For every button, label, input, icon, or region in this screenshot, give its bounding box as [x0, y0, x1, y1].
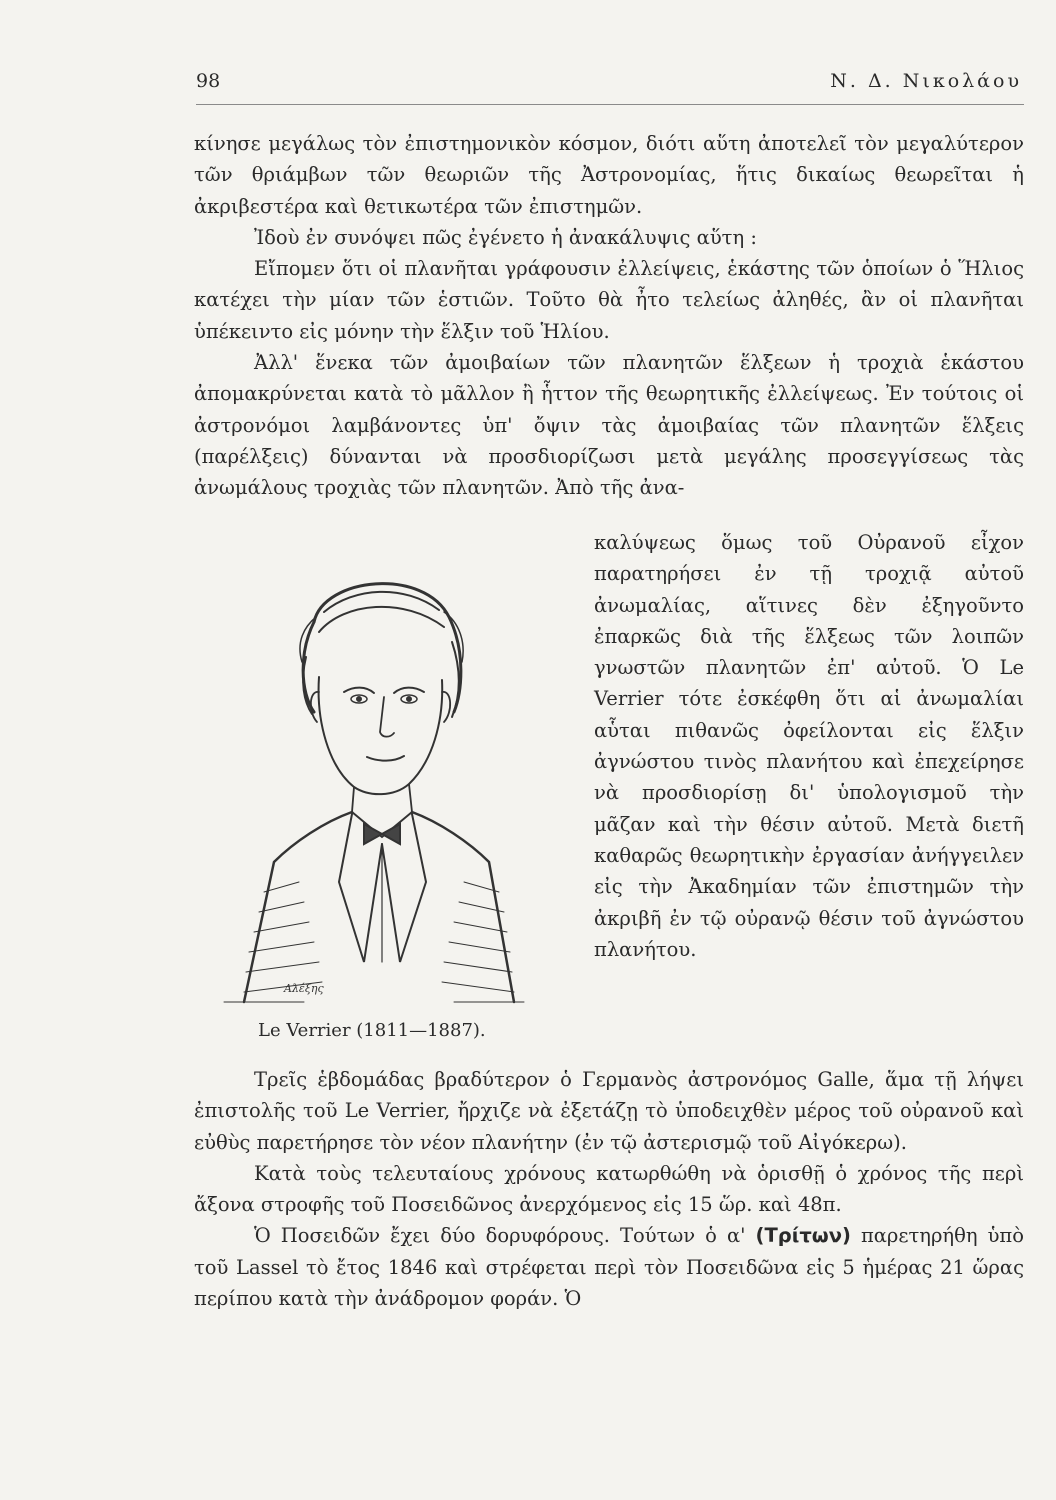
paragraph-1: κίνησε μεγάλως τὸν ἐπιστημονικὸν κόσμον, διότι αὕτη ἀποτελεῖ τὸν μεγαλύτερον τῶν θριάμβων τῶν θεωριῶν τῆς Ἀστρονομίας, ἥτις δικαίως θεωρεῖται ἡ ἀκριβεστέρα καὶ θετικωτέρα τῶν ἐπιστημῶν.	[194, 132, 1024, 218]
paragraph-7-end: παρετηρήθη ὑπὸ τοῦ Lassel τὸ ἔτος 1846 καὶ στρέφεται περὶ τὸν Ποσειδῶνα εἰς 5 ἡμέρας 21 ὥρας περίπου κατὰ τὴν ἀνάδρομον φοράν. Ὁ	[194, 1224, 1024, 1311]
paragraph-7	[194, 1220, 1024, 1314]
running-head: Ν. Δ. Νικολάου	[830, 70, 1022, 92]
triton-name: (Τρίτων)	[755, 1224, 851, 1248]
paragraph-2: Ἰδοὺ ἐν συνόψει πῶς ἐγένετο ἡ ἀνακάλυψις αὕτη :	[254, 225, 757, 249]
body-text-wrap	[594, 527, 1024, 965]
paragraph-3: Εἴπομεν ὅτι οἱ πλανῆται γράφουσιν ἐλλείψεις, ἑκάστης τῶν ὁποίων ὁ Ἥλιος κατέχει τὴν μίαν τῶν ἑστιῶν. Τοῦτο θὰ ἦτο τελείως ἀληθές, ἂν οἱ πλανῆται ὑπέκειντο εἰς μόνην τὴν ἕλξιν τοῦ Ἡλίου.	[194, 257, 1024, 343]
engraver-signature: Αλέξης	[284, 982, 324, 995]
page-number: 98	[196, 70, 221, 92]
paragraph-5: Τρεῖς ἑβδομάδας βραδύτερον ὁ Γερμανὸς ἀστρονόμος Galle, ἅμα τῇ λήψει ἐπιστολῆς τοῦ Le Verrier, ἤρχιζε νὰ ἐξετάζῃ τὸ ὑποδειχθὲν μέρος τοῦ οὐρανοῦ καὶ εὐθὺς παρετήρησε τὸν νέον πλανήτην (ἐν τῷ ἀστερισμῷ τοῦ Αἰγόκερω).	[194, 1068, 1024, 1154]
portrait-caption: Le Verrier (1811—1887).	[258, 1020, 486, 1041]
body-text-bottom	[194, 1064, 1024, 1314]
portrait-engraving	[204, 562, 530, 1020]
le-verrier-portrait	[204, 562, 530, 1020]
body-text-top	[194, 128, 1024, 504]
page-header	[196, 68, 1024, 105]
paragraph-4: Ἀλλ' ἕνεκα τῶν ἀμοιβαίων τῶν πλανητῶν ἕλξεων ἡ τροχιὰ ἑκάστου ἀπομακρύνεται κατὰ τὸ μᾶλλον ἢ ἧττον τῆς θεωρητικῆς ἐλλείψεως. Ἐν τούτοις οἱ ἀστρονόμοι λαμβάνοντες ὑπ' ὄψιν τὰς ἀμοιβαίας τῶν πλανητῶν ἕλξεις (παρέλξεις) δύνανται νὰ προσδιορίζωσι μετὰ μεγάλης προσεγγίσεως τὰς ἀνωμάλους τροχιὰς τῶν πλανητῶν. Ἀπὸ τῆς ἀνα-	[194, 351, 1024, 500]
paragraph-6: Κατὰ τοὺς τελευταίους χρόνους κατωρθώθη νὰ ὁρισθῇ ὁ χρόνος τῆς περὶ ἄξονα στροφῆς τοῦ Ποσειδῶνος ἀνερχόμενος εἰς 15 ὥρ. καὶ 48π.	[194, 1161, 1024, 1217]
paragraph-4-continued: καλύψεως ὅμως τοῦ Οὐρανοῦ εἶχον παρατηρήσει ἐν τῇ τροχιᾷ αὐτοῦ ἀνωμαλίας, αἵτινες δὲν ἐξηγοῦντο ἐπαρκῶς διὰ τῆς ἕλξεως τῶν λοιπῶν γνωστῶν πλανητῶν ἐπ' αὐτοῦ. Ὁ Le Verrier τότε ἐσκέφθη ὅτι αἱ ἀνωμαλίαι αὗται πιθανῶς ὀφείλονται εἰς ἕλξιν ἀγνώστου τινὸς πλανήτου καὶ ἐπεχείρησε νὰ προσδιορίσῃ δι' ὑπολογισμοῦ τὴν μᾶζαν καὶ τὴν θέσιν αὐτοῦ. Μετὰ διετῆ καθαρῶς θεωρητικὴν ἐργασίαν ἀνήγγειλεν εἰς τὴν Ἀκαδημίαν τῶν ἐπιστημῶν τὴν ἀκριβῆ ἐν τῷ οὐρανῷ θέσιν τοῦ ἀγνώστου πλανήτου.	[594, 531, 1024, 961]
paragraph-7-start: Ὁ Ποσειδῶν ἔχει δύο δορυφόρους. Τούτων ὁ α'	[254, 1224, 756, 1248]
